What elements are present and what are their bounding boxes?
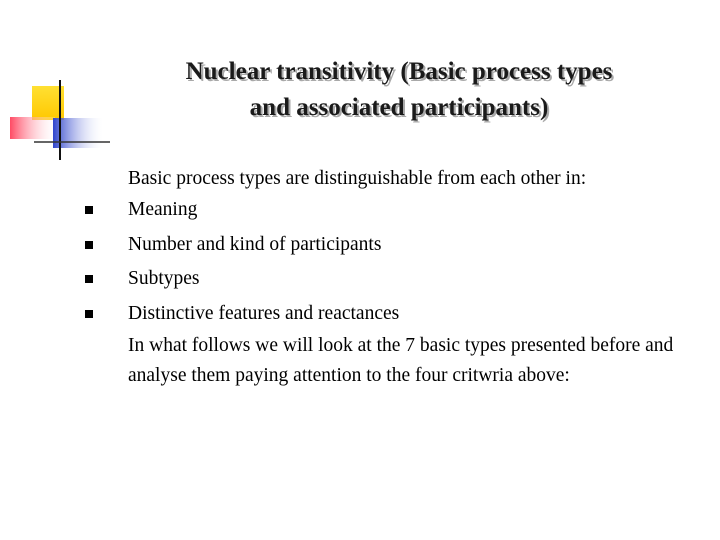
list-item: [128, 193, 703, 228]
slide-title-line-1: Nuclear transitivity (Basic process types: [185, 58, 613, 85]
list-item: [128, 297, 703, 332]
slide-title-line-2: and associated participants): [249, 94, 549, 121]
square-bullet-icon: [85, 206, 93, 214]
list-item: [128, 228, 703, 263]
list-item-label: Subtypes: [128, 268, 200, 289]
slide-body: [128, 164, 703, 391]
slide-title: [110, 54, 688, 126]
list-item: [128, 262, 703, 297]
square-bullet-icon: [85, 241, 93, 249]
slide-decoration-logo: [0, 0, 110, 170]
criteria-list: [128, 193, 703, 331]
square-bullet-icon: [85, 275, 93, 283]
closing-paragraph: In what follows we will look at the 7 basic types presented before and analyse them paying attention to the four critwria above:: [128, 335, 674, 386]
list-item-label: Number and kind of participants: [128, 233, 382, 255]
intro-paragraph: Basic process types are distinguishable from each other in:: [128, 168, 587, 189]
square-bullet-icon: [85, 310, 93, 318]
list-item-label: Distinctive features and reactances: [128, 302, 400, 324]
list-item-label: Meaning: [128, 199, 198, 220]
